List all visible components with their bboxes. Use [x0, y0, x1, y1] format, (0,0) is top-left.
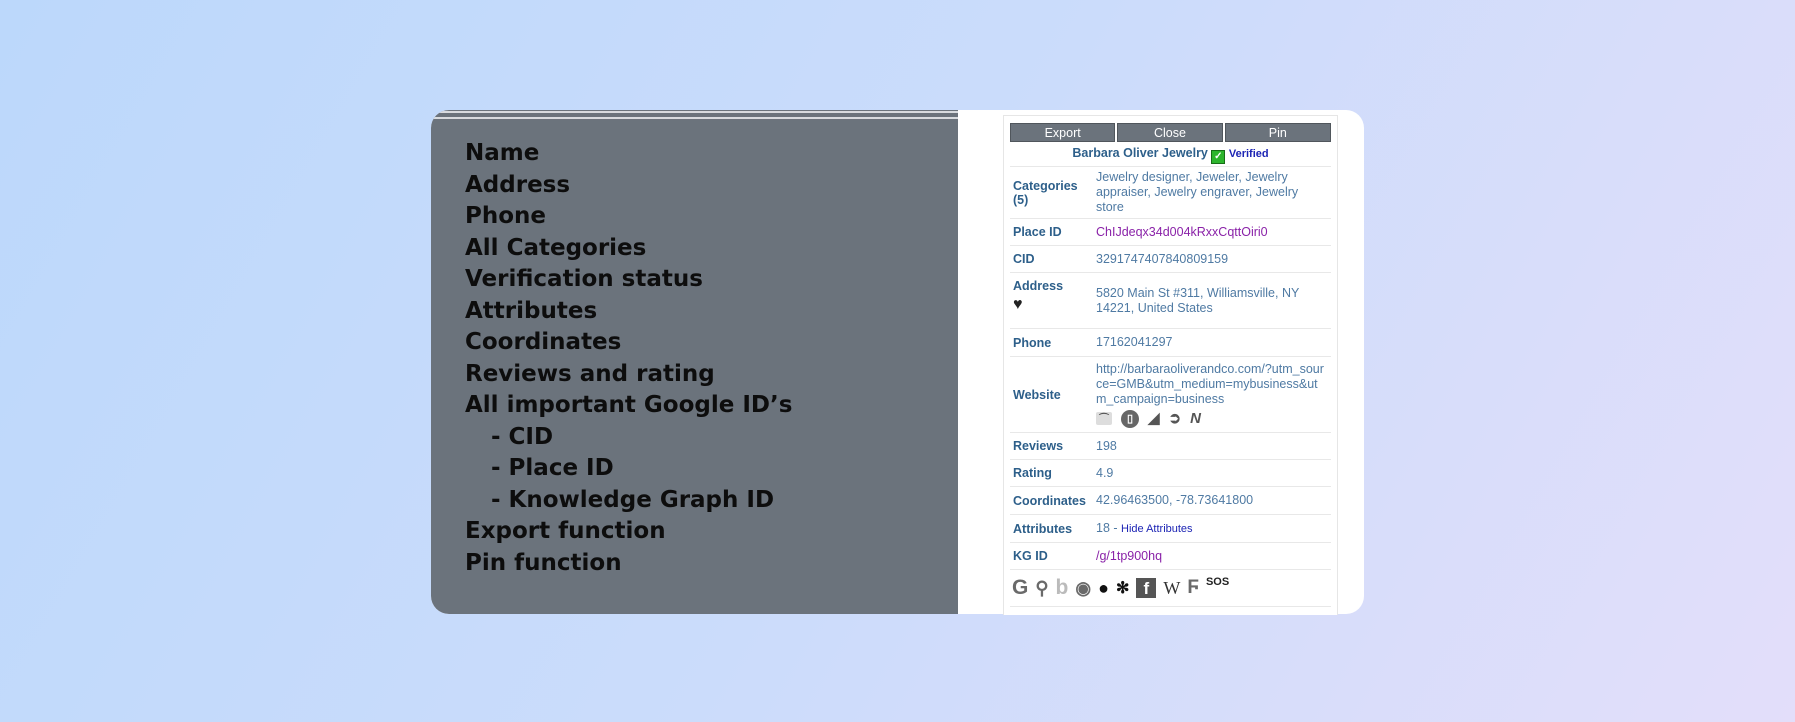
table-row — [1010, 515, 1331, 543]
address-value: 5820 Main St #311, Williamsville, NY 14221, United States — [1093, 273, 1331, 329]
ahrefs-icon[interactable]: ◢ — [1148, 410, 1160, 427]
feature-item: - Place ID — [491, 455, 614, 481]
features-panel — [431, 110, 958, 614]
hide-attributes-link[interactable]: Hide Attributes — [1121, 522, 1193, 535]
row-label: Attributes — [1010, 515, 1093, 543]
business-info-panel — [1003, 115, 1338, 615]
export-button[interactable]: Export — [1010, 123, 1115, 142]
duckduckgo-icon[interactable]: ◉ — [1075, 577, 1092, 598]
bing-icon[interactable]: b — [1055, 576, 1069, 599]
pin-button[interactable]: Pin — [1225, 123, 1331, 142]
table-row — [1010, 219, 1331, 246]
feature-item: - CID — [491, 423, 554, 450]
table-row — [1010, 273, 1331, 329]
search-engines-row — [1010, 570, 1331, 606]
row-label: Place ID — [1010, 219, 1093, 246]
feature-item: Export function — [465, 518, 666, 544]
business-details-table — [1010, 144, 1331, 607]
verified-status: Verified — [1228, 148, 1269, 160]
feature-item: Reviews and rating — [465, 360, 715, 387]
address-label-cell — [1010, 273, 1093, 329]
feature-item: All Categories — [465, 234, 647, 261]
moz-icon[interactable]: N — [1190, 410, 1201, 427]
feature-item: - Knowledge Graph ID — [491, 486, 775, 513]
row-label: Reviews — [1010, 433, 1093, 460]
reviews-value: 198 — [1093, 433, 1331, 460]
divider — [431, 111, 958, 113]
row-label: Website — [1010, 357, 1093, 433]
row-label: CID — [1010, 246, 1093, 273]
row-label: KG ID — [1010, 543, 1093, 570]
feature-item: Attributes — [465, 297, 598, 324]
cid-value: 3291747407840809159 — [1093, 246, 1331, 273]
sos-icon[interactable]: SOS — [1205, 576, 1230, 588]
facebook-icon[interactable]: f — [1136, 578, 1156, 598]
semrush-icon[interactable]: ➲ — [1168, 410, 1182, 427]
attributes-count: 18 - — [1096, 520, 1122, 535]
row-label: Rating — [1010, 460, 1093, 487]
google-maps-icon[interactable]: ⚲ — [1035, 577, 1049, 598]
close-button[interactable]: Close — [1117, 123, 1222, 142]
business-title — [1010, 144, 1331, 167]
feature-item: Address — [465, 171, 571, 198]
table-row — [1010, 460, 1331, 487]
row-label: Phone — [1010, 329, 1093, 357]
row-label: Coordinates — [1010, 487, 1093, 515]
place-id-link[interactable]: ChIJdeqx34d004kRxxCqttOiri0 — [1093, 219, 1331, 246]
google-icon[interactable]: G — [1012, 576, 1029, 599]
table-row — [1010, 487, 1331, 515]
business-name: Barbara Oliver Jewelry — [1072, 146, 1208, 160]
yelp-icon[interactable]: ✻ — [1115, 580, 1130, 597]
row-label: Categories (5) — [1010, 167, 1093, 219]
table-row — [1010, 167, 1331, 219]
table-row — [1010, 246, 1331, 273]
seo-tools — [1096, 410, 1328, 428]
feature-item: All important Google ID’s — [465, 392, 793, 418]
table-row — [1010, 357, 1331, 433]
map-pin-icon[interactable]: ♥ — [1013, 296, 1023, 313]
apple-maps-icon[interactable]: ● — [1098, 577, 1109, 598]
divider — [431, 117, 958, 119]
feature-list — [465, 138, 792, 579]
feature-item: Pin function — [465, 549, 622, 576]
phone-value: 17162041297 — [1093, 329, 1331, 357]
feature-item: Name — [465, 140, 540, 166]
coordinates-value: 42.96463500, -78.73641800 — [1093, 487, 1331, 515]
rating-value: 4.9 — [1093, 460, 1331, 487]
toolbar — [1010, 123, 1331, 142]
website-link[interactable]: http://barbaraoliverandco.com/?utm_source=GMB&utm_medium=mybusiness&utm_campaign=business — [1096, 361, 1324, 406]
kg-id-link[interactable]: /g/1tp900hq — [1093, 543, 1331, 570]
mobile-test-icon[interactable]: ▯ — [1121, 410, 1139, 428]
feature-item: Phone — [465, 203, 547, 229]
categories-value: Jewelry designer, Jeweler, Jewelry appraiser, Jewelry engraver, Jewelry store — [1093, 167, 1331, 219]
feature-item: Coordinates — [465, 329, 622, 355]
table-row — [1010, 433, 1331, 460]
feature-item: Verification status — [465, 266, 703, 292]
verified-check-icon: ✓ — [1211, 150, 1225, 164]
foursquare-icon[interactable]: Ϝ — [1187, 577, 1199, 598]
table-row — [1010, 329, 1331, 357]
wikipedia-icon[interactable]: W — [1163, 577, 1181, 598]
row-label: Address — [1013, 279, 1064, 293]
pagespeed-icon[interactable]: ⌒ — [1096, 412, 1112, 425]
table-row — [1010, 543, 1331, 570]
